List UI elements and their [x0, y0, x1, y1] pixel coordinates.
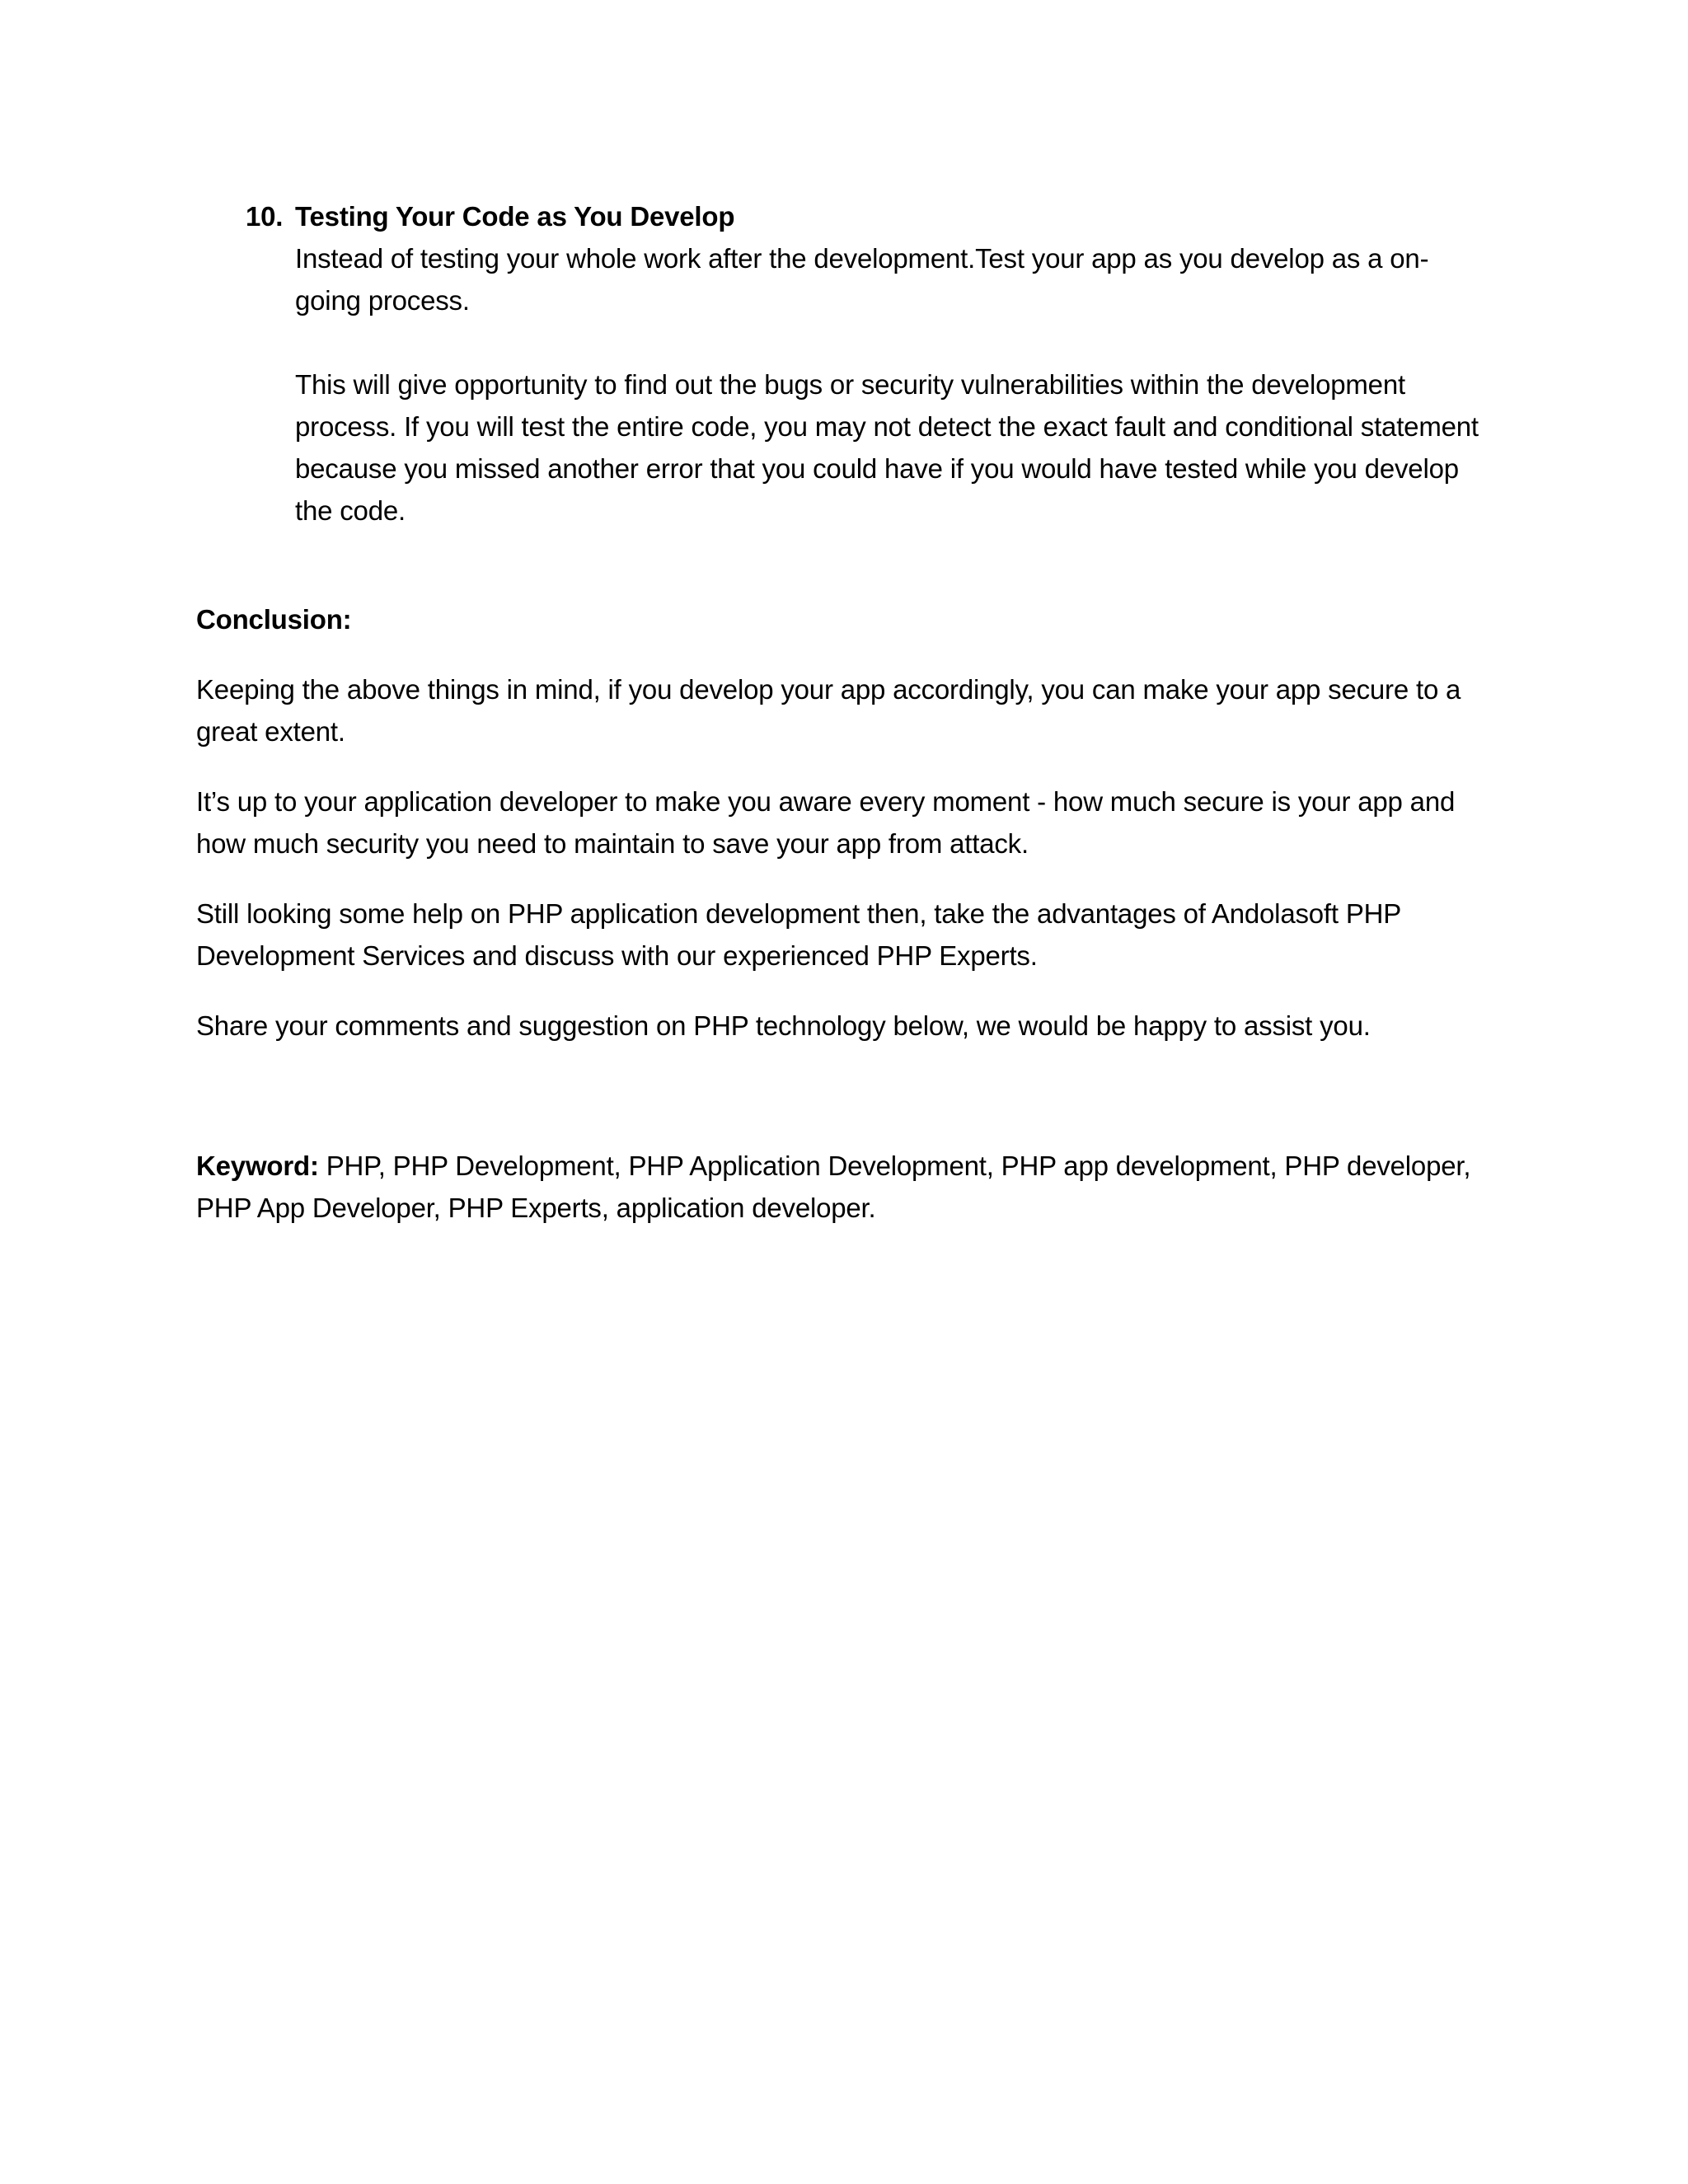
conclusion-paragraph: Share your comments and suggestion on PHP technology below, we would be happy to assist you.	[196, 1010, 1371, 1041]
keywords-paragraph	[196, 1145, 1498, 1229]
conclusion-paragraph: Still looking some help on PHP application development then, take the advantages of Andolasoft PHP Development Services and discuss with our experienced PHP Experts.	[196, 898, 1401, 971]
conclusion-paragraph: Keeping the above things in mind, if you develop your app accordingly, you can make your app secure to a great extent.	[196, 674, 1461, 747]
conclusion-heading: Conclusion:	[196, 604, 352, 635]
conclusion-paragraph: It’s up to your application developer to make you aware every moment - how much secure is your app and how much security you need to maintain to save your app from attack.	[196, 786, 1456, 859]
list-item-title: Testing Your Code as You Develop	[295, 201, 735, 232]
list-item-number: 10.	[246, 201, 284, 232]
list-item-paragraph: Instead of testing your whole work after the development.Test your app as you develop as a on-going process.	[295, 243, 1429, 316]
keywords-label: Keyword:	[196, 1151, 319, 1181]
list-item-paragraph: This will give opportunity to find out the bugs or security vulnerabilities within the development process. If you will test the entire code, you may not detect the exact fault and conditional statement because you missed another error that you could have if you would have tested while you develop the code.	[295, 369, 1479, 526]
keywords-text: PHP, PHP Development, PHP Application Development, PHP app development, PHP developer, PHP App Developer, PHP Experts, application developer.	[196, 1151, 1471, 1223]
